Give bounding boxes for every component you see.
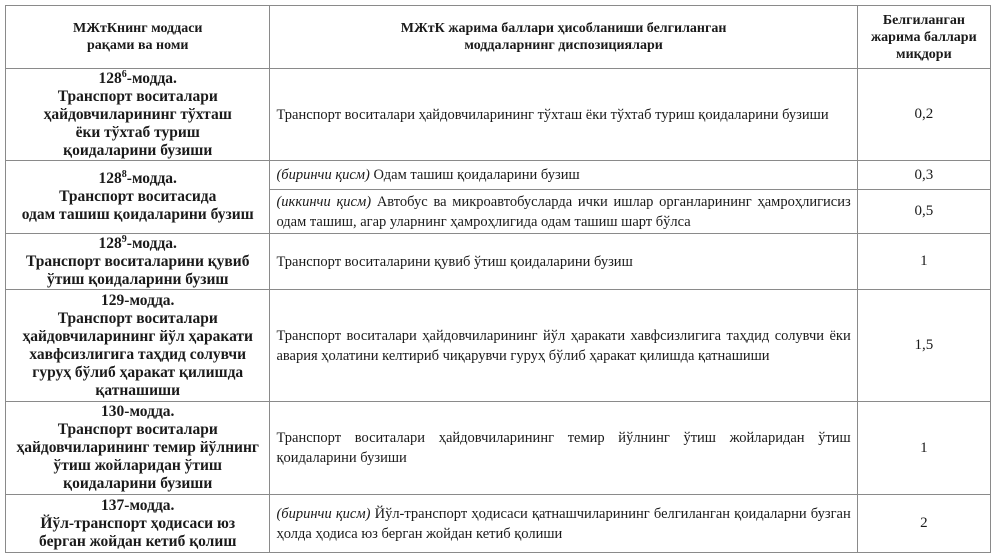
article-title-line: Транспорт воситалари bbox=[57, 421, 218, 438]
header-line: моддаларнинг диспозициялари bbox=[464, 38, 663, 53]
table-header-row bbox=[6, 6, 991, 69]
article-title-line: хавфсизлигига таҳдид солувчи bbox=[29, 345, 247, 363]
part-label: (иккинчи қисм) bbox=[276, 193, 372, 210]
table-row bbox=[6, 290, 991, 402]
header-line: жарима баллари bbox=[871, 29, 977, 45]
article-number: 137-модда. bbox=[101, 496, 175, 514]
points-cell: 1 bbox=[857, 402, 990, 495]
disposition-text: Транспорт воситалари ҳайдовчиларининг тўхташ ёки тўхтаб туриш қоидаларини бузиши bbox=[276, 106, 829, 123]
article-title-line: Транспорт воситалари bbox=[57, 87, 218, 105]
disposition-cell bbox=[270, 234, 857, 290]
article-title-line: ўтиш қоидаларини бузиш bbox=[46, 270, 229, 288]
article-title-line: қатнашиши bbox=[95, 381, 181, 399]
disposition-cell bbox=[270, 69, 857, 161]
article-cell bbox=[6, 495, 270, 553]
article-title-line: гуруҳ бўлиб ҳаракат қилишда bbox=[32, 363, 244, 381]
header-line: Белгиланган bbox=[882, 12, 965, 28]
header-disposition bbox=[270, 6, 857, 69]
article-title-line: ёки тўхтаб туриш bbox=[75, 123, 200, 141]
points-cell: 1,5 bbox=[857, 290, 990, 402]
article-title-line: ҳайдовчиларининг темир йўлнинг bbox=[16, 439, 259, 456]
disposition-text: Транспорт воситалари ҳайдовчиларининг йўл ҳаракати хавфсизлигига таҳдид солувчи ёки авария ҳолатини келтириб чиқарувчи гуруҳ бўлиб ҳаракат қилишда қатнашиши bbox=[276, 327, 851, 364]
article-title-line: ҳайдовчиларининг тўхташ bbox=[43, 105, 232, 123]
table-row bbox=[6, 161, 991, 190]
article-number: 129-модда. bbox=[101, 291, 175, 309]
points-cell: 0,3 bbox=[857, 161, 990, 190]
article-cell bbox=[6, 161, 270, 234]
article-cell bbox=[6, 290, 270, 402]
disposition-text: Йўл-транспорт ҳодисаси қатнашчиларининг белгиланган қоидаларни бузган ҳолда ҳодиса юз берган жойдан кетиб қолиши bbox=[276, 505, 851, 542]
disposition-cell bbox=[270, 495, 857, 553]
disposition-cell bbox=[270, 161, 857, 190]
article-number: $128^9$-модда. bbox=[98, 233, 177, 252]
points-cell: 1 bbox=[857, 234, 990, 290]
article-title-line: ўтиш жойларидан ўтиш bbox=[53, 457, 223, 474]
table-row bbox=[6, 402, 991, 495]
header-line: МЖтК жарима баллари ҳисобланиши белгиланган bbox=[400, 21, 727, 36]
disposition-text: Одам ташиш қоидаларини бузиш bbox=[373, 167, 580, 183]
disposition-text: Автобус ва микроавтобусларда ички ишлар органларининг ҳамроҳлигисиз одам ташиш, агар уларнинг ҳамроҳлигида одам ташиш шарт бўлса bbox=[276, 193, 851, 230]
article-title-line: Йўл-транспорт ҳодисаси юз bbox=[40, 514, 236, 532]
points-cell: 0,5 bbox=[857, 190, 990, 234]
article-title-line: қоидаларини бузиши bbox=[63, 141, 213, 159]
article-number: $128^8$-модда. bbox=[98, 169, 177, 187]
article-title-line: Транспорт воситасида bbox=[59, 188, 217, 205]
header-line: МЖтКнинг моддаси bbox=[72, 21, 203, 36]
article-title-line: ҳайдовчиларининг йўл ҳаракати bbox=[22, 327, 253, 345]
table-row bbox=[6, 495, 991, 553]
article-title-line: қоидаларини бузиши bbox=[63, 475, 213, 492]
points-cell: 0,2 bbox=[857, 69, 990, 161]
article-title-line: берган жойдан кетиб қолиш bbox=[39, 532, 237, 550]
disposition-text: Транспорт воситаларини қувиб ўтиш қоидаларини бузиш bbox=[276, 253, 633, 270]
part-label: (биринчи қисм) bbox=[276, 505, 371, 522]
penalty-points-table bbox=[5, 5, 991, 553]
article-title-line: Транспорт воситаларини қувиб bbox=[25, 252, 250, 270]
disposition-cell bbox=[270, 402, 857, 495]
disposition-cell bbox=[270, 190, 857, 234]
table-row bbox=[6, 69, 991, 161]
disposition-text: Транспорт воситалари ҳайдовчиларининг темир йўлнинг ўтиш жойларидан ўтиш қоидаларини бузиши bbox=[276, 430, 851, 466]
header-points bbox=[857, 6, 990, 69]
article-cell bbox=[6, 69, 270, 161]
disposition-cell bbox=[270, 290, 857, 402]
article-number: 130-модда. bbox=[101, 403, 175, 420]
article-title-line: Транспорт воситалари bbox=[57, 309, 218, 327]
header-article bbox=[6, 6, 270, 69]
table-row bbox=[6, 234, 991, 290]
article-cell bbox=[6, 402, 270, 495]
header-line: миқдори bbox=[896, 46, 952, 62]
article-title-line: одам ташиш қоидаларини бузиш bbox=[21, 206, 254, 223]
article-cell bbox=[6, 234, 270, 290]
article-number: $128^6$-модда. bbox=[98, 68, 177, 87]
points-cell: 2 bbox=[857, 495, 990, 553]
part-label: (биринчи қисм) bbox=[276, 167, 370, 183]
header-line: рақами ва номи bbox=[87, 38, 189, 53]
